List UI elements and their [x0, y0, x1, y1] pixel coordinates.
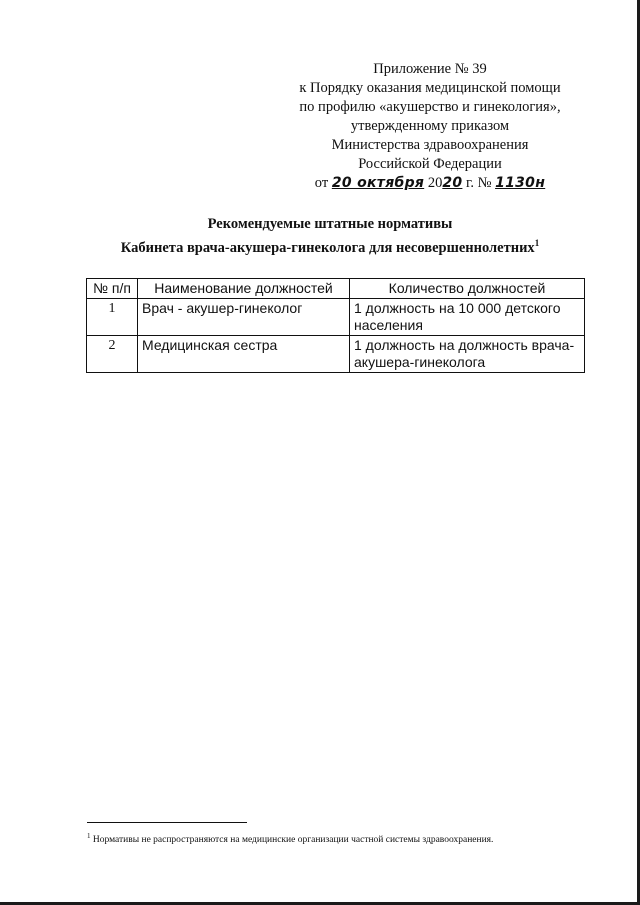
year-prefix: 20 [427, 175, 443, 191]
title-text: Кабинета врача-акушера-гинеколога для несовершеннолетних [120, 239, 535, 256]
row-position: Медицинская сестра [138, 336, 350, 373]
appendix-line: по профилю «акушерство и гинекология», [299, 99, 561, 115]
row-position: Врач - акушер-гинеколог [138, 299, 350, 336]
handwritten-order-number: 1130н [495, 175, 546, 191]
table-header-row [87, 279, 585, 299]
appendix-header [270, 60, 590, 193]
footnote-text: Нормативы не распространяются на медицинские организации частной системы здравоохранения. [92, 835, 494, 846]
appendix-number: Приложение № 39 [373, 61, 487, 77]
handwritten-year: 20 [442, 175, 463, 191]
header-num: № п/п [87, 279, 138, 299]
date-prefix: от [314, 175, 329, 191]
table-row [87, 299, 585, 336]
row-num: 1 [87, 299, 138, 336]
footnote [87, 830, 607, 846]
appendix-line: Министерства здравоохранения [331, 137, 529, 153]
header-position: Наименование должностей [138, 279, 350, 299]
header-quantity: Количество должностей [350, 279, 585, 299]
title-line-1: Рекомендуемые штатные нормативы [207, 216, 453, 232]
title-line-2 [60, 234, 600, 258]
row-quantity: 1 должность на должность врача-акушера-гинеколога [350, 336, 585, 373]
footnote-mark: 1 [87, 832, 91, 840]
handwritten-day-month: 20 октября [331, 175, 425, 191]
table-row [87, 336, 585, 373]
appendix-line: Российской Федерации [358, 156, 502, 172]
footnote-divider [87, 822, 247, 823]
row-quantity: 1 должность на 10 000 детского населения [350, 299, 585, 336]
appendix-line: утвержденному приказом [350, 118, 510, 134]
number-prefix: г. № [466, 175, 492, 191]
appendix-line: к Порядку оказания медицинской помощи [299, 80, 561, 96]
order-date-line [270, 174, 590, 193]
footnote-mark: 1 [534, 238, 540, 248]
row-num: 2 [87, 336, 138, 373]
document-title [60, 215, 600, 258]
staffing-table [86, 278, 585, 373]
